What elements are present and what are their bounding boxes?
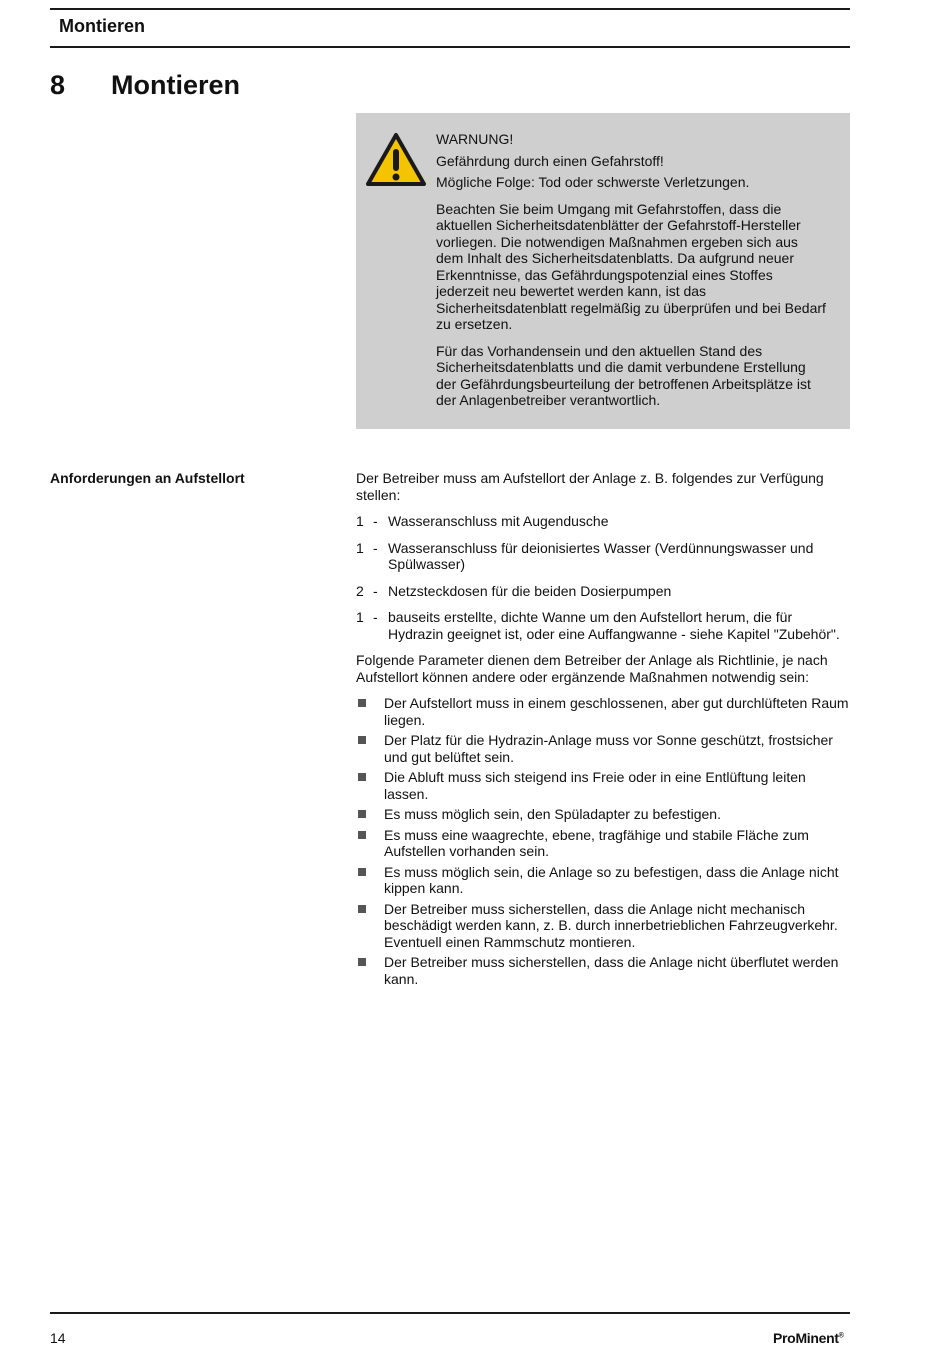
bullet-square-icon	[358, 699, 366, 707]
item-text: bauseits erstellte, dichte Wanne um den Aufstellort herum, die für Hydrazin geeignet ist, oder eine Auffangwanne - siehe Kapitel "Zubehör".	[388, 609, 840, 642]
parameter-bullets	[356, 695, 850, 987]
warning-box	[356, 113, 850, 429]
supply-list	[356, 513, 850, 642]
chapter-title: Montieren	[111, 70, 241, 100]
footer-rule	[50, 1312, 850, 1314]
item-text: Wasseranschluss mit Augendusche	[388, 513, 609, 529]
warning-consequence: Mögliche Folge: Tod oder schwerste Verletzungen.	[436, 174, 750, 190]
header-top-rule	[50, 8, 850, 10]
item-quantity: 1	[356, 539, 364, 556]
warning-signal-word: WARNUNG!	[436, 131, 514, 147]
bullet-square-icon	[358, 773, 366, 781]
warning-hazard: Gefährdung durch einen Gefahrstoff!	[436, 152, 664, 169]
item-quantity: 1	[356, 609, 364, 625]
bullet-square-icon	[358, 868, 366, 876]
requirements-intro: Der Betreiber muss am Aufstellort der Anlage z. B. folgendes zur Verfügung stellen:	[356, 470, 824, 503]
item-text: Wasseranschluss für deionisiertes Wasser (Verdünnungswasser und Spülwasser)	[388, 539, 814, 572]
item-text: Netzsteckdosen für die beiden Dosierpumpen	[388, 582, 672, 599]
bullet-item: Es muss eine waagrechte, ebene, tragfähige und stabile Fläche zum Aufstellen vorhanden sein.	[356, 827, 850, 860]
bullet-item: Es muss möglich sein, die Anlage so zu befestigen, dass die Anlage nicht kippen kann.	[356, 864, 850, 897]
running-header: Montieren	[59, 16, 146, 36]
chapter-number: 8	[50, 70, 66, 100]
bullet-item: Der Betreiber muss sicherstellen, dass die Anlage nicht überflutet werden kann.	[356, 954, 850, 987]
bullet-item: Die Abluft muss sich steigend ins Freie oder in eine Entlüftung leiten lassen.	[356, 769, 850, 802]
list-item: 2 - Netzsteckdosen für die beiden Dosierpumpen	[356, 582, 672, 599]
requirements-content	[356, 470, 850, 991]
bullet-square-icon	[358, 905, 366, 913]
warning-triangle-icon	[364, 131, 428, 189]
page-number: 14	[50, 1330, 66, 1346]
brand-logo: ProMinent®	[773, 1330, 844, 1346]
bullet-item: Es muss möglich sein, den Spüladapter zu befestigen.	[356, 806, 850, 823]
warning-body-1: Beachten Sie beim Umgang mit Gefahrstoffen, dass die aktuellen Sicherheitsdatenblätter der Gefahrstoff-Hersteller vorliegen. Die notwendigen Maßnahmen ergeben sich aus dem Inhalt des Sicherheitsdatenblatts. Da aufgrund neuer Erkenntnisse, das Gefährdungspotenzial eines Stoffes jederzeit neu bewertet werden kann, ist das Sicherheitsdatenblatt regelmäßig zu überprüfen und bei Bedarf zu ersetzen.	[436, 200, 826, 332]
bullet-square-icon	[358, 958, 366, 966]
bullet-item: Der Platz für die Hydrazin-Anlage muss vor Sonne geschützt, frostsicher und gut belüftet sein.	[356, 732, 850, 765]
bullet-item: Der Betreiber muss sicherstellen, dass die Anlage nicht mechanisch beschädigt werden kann, z. B. durch innerbetrieblichen Fahrzeugverkehr. Eventuell einen Rammschutz montieren.	[356, 901, 850, 951]
bullet-square-icon	[358, 831, 366, 839]
warning-text	[436, 131, 828, 409]
parameters-intro: Folgende Parameter dienen dem Betreiber der Anlage als Richtlinie, je nach Aufstellort können andere oder ergänzende Maßnahmen notwendig sein:	[356, 652, 828, 685]
header-bottom-rule	[50, 46, 850, 48]
bullet-item: Der Aufstellort muss in einem geschlossenen, aber gut durchlüfteten Raum liegen.	[356, 695, 850, 728]
section-heading: Anforderungen an Aufstellort	[50, 470, 245, 486]
list-item: 1 - Wasseranschluss mit Augendusche	[356, 513, 609, 529]
warning-body-2: Für das Vorhandensein und den aktuellen Stand des Sicherheitsdatenblatts und die damit verbundene Erstellung der Gefährdungsbeurteilung der betroffenen Arbeitsplätze ist der Anlagenbetreiber verantwortlich.	[436, 342, 811, 408]
item-quantity: 2	[356, 582, 364, 599]
item-quantity: 1	[356, 513, 364, 529]
list-item: 1 - bauseits erstellte, dichte Wanne um den Aufstellort herum, die für Hydrazin geeignet ist, oder eine Auffangwanne - siehe Kapitel "Zubehör".	[356, 609, 840, 642]
bullet-square-icon	[358, 736, 366, 744]
list-item: 1 - Wasseranschluss für deionisiertes Wasser (Verdünnungswasser und Spülwasser)	[356, 539, 814, 572]
bullet-square-icon	[358, 810, 366, 818]
